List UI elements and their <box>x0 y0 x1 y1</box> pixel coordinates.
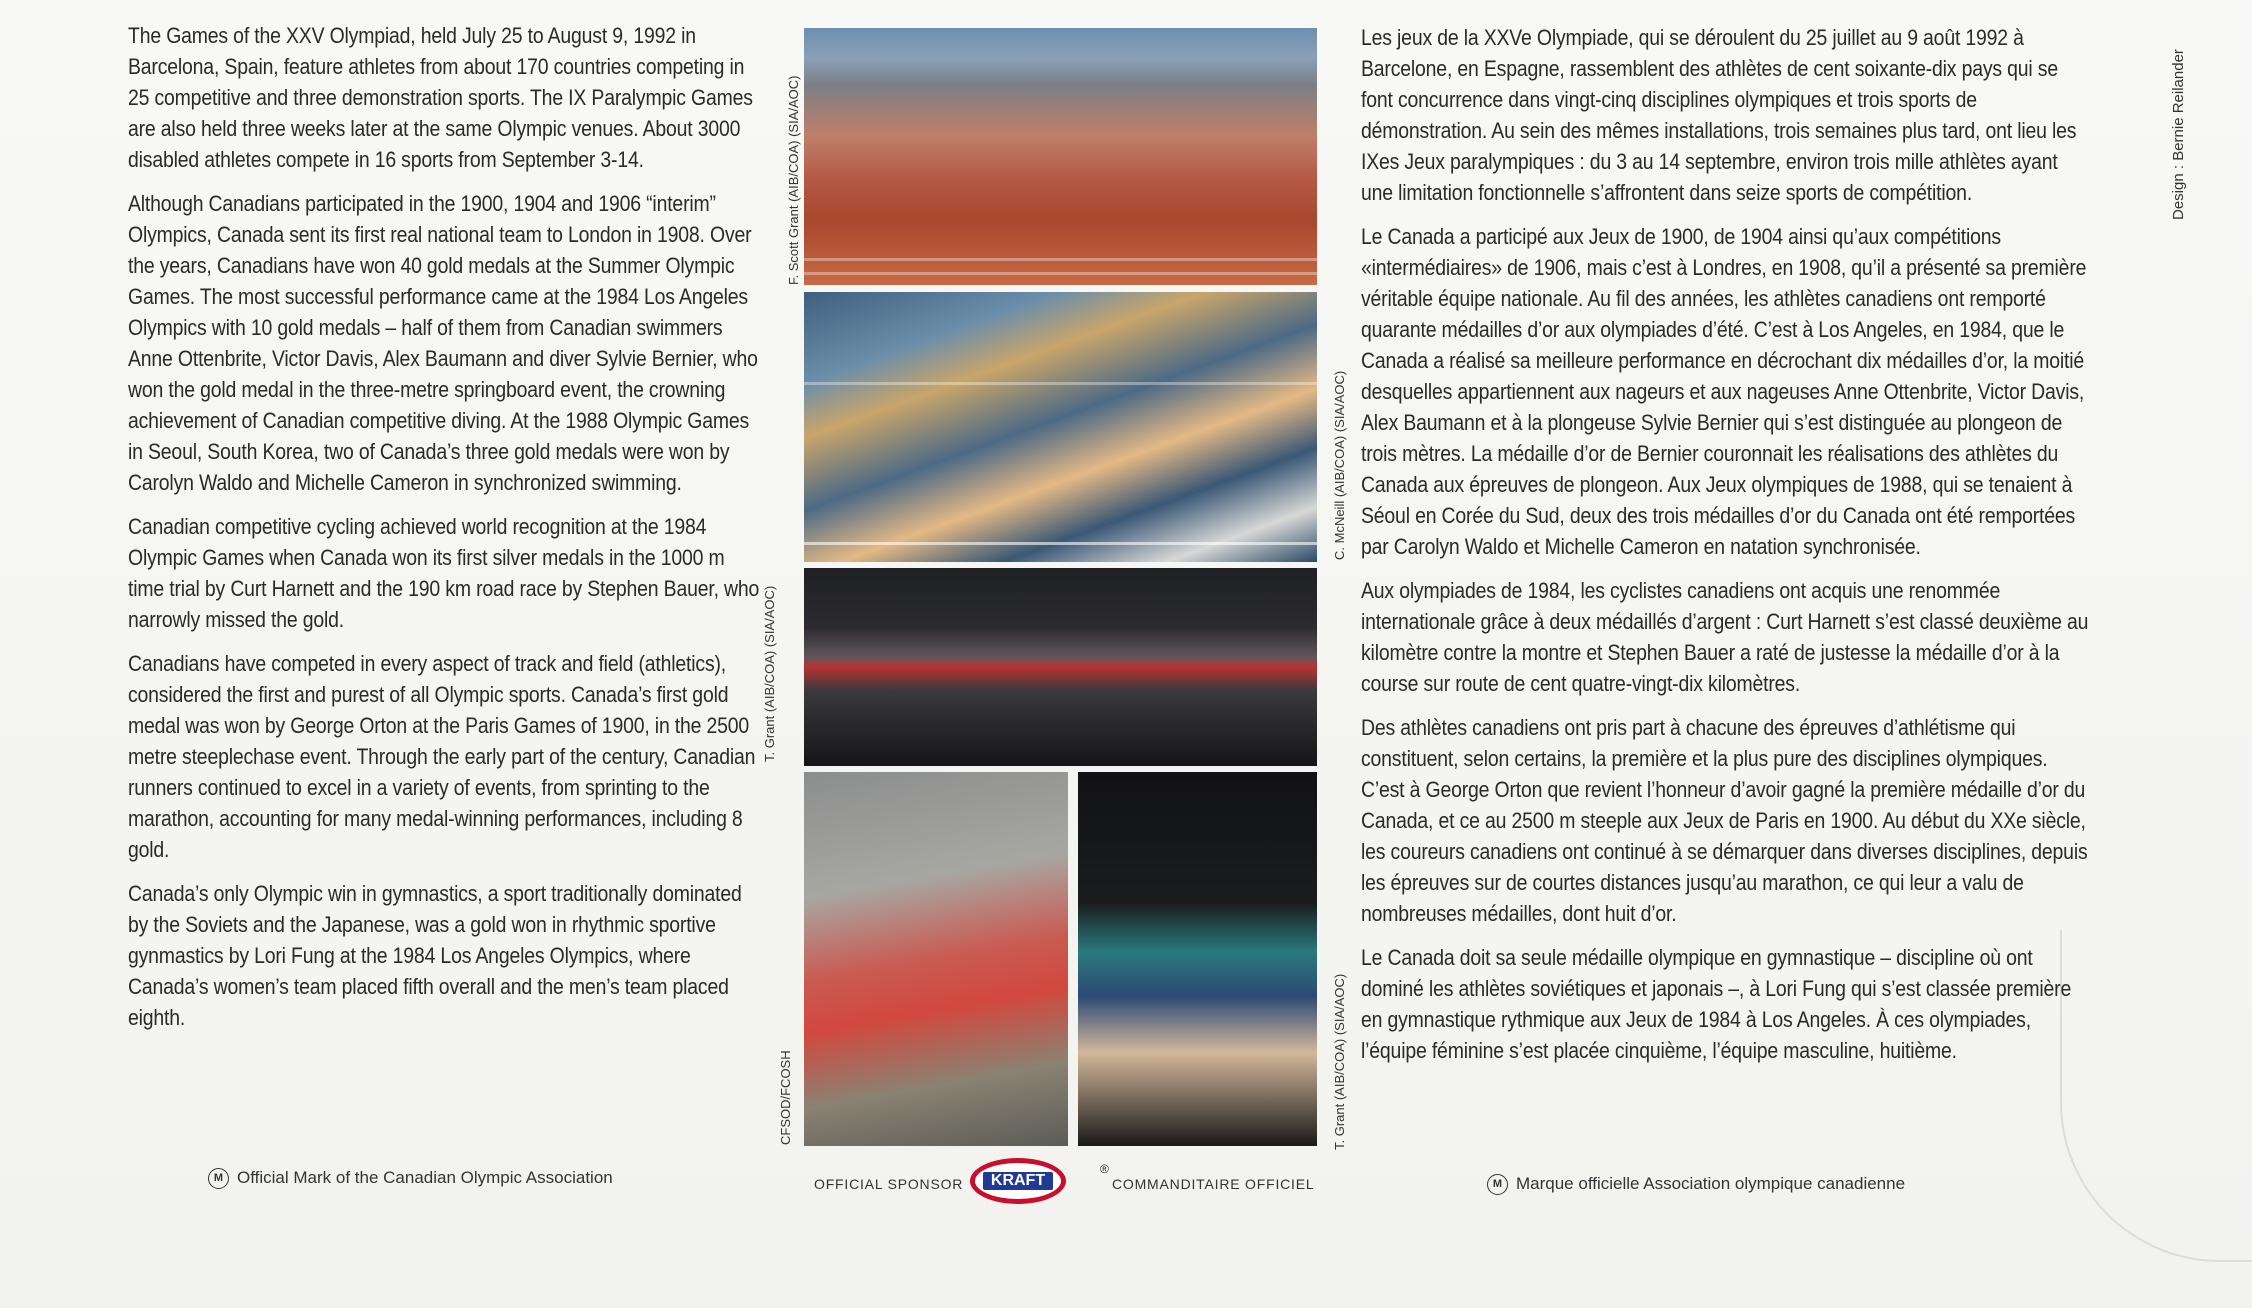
english-paragraph: Canadians have competed in every aspect of track and field (athletics), considered the first and purest of all Olympic sports. Canada’s first gold medal was won by George Orton at the Paris Games of 1900, in the 2500 metre steeplechase event. Through the early part of the century, Canadian runners continued to excel in a variety of events, from sprinting to the marathon, accounting for many medal-winning performances, including 8 gold. <box>128 651 756 862</box>
french-footer-text: Marque officielle Association olympique canadienne <box>1516 1174 1906 1193</box>
french-footer <box>1487 1174 1905 1195</box>
french-paragraph: Le Canada a participé aux Jeux de 1900, de 1904 ainsi qu’aux compétitions «intermédiaires» de 1906, mais c’est à Londres, en 1908, qu’il a présenté sa première véritable équipe nationale. Au fil des années, les athlètes canadiens ont remporté quarante médailles d’or aux olympiades d’été. C’est à Los Angeles, en 1984, que le Canada a réalisé sa meilleure performance en décrochant dix médailles d’or, la moitié desquelles appartiennent aux nageurs et aux nageuses Anne Ottenbrite, Victor Davis, Alex Baumann et à la plongeuse Sylvie Bernier qui s’est distinguée au plongeon de trois mètres. La médaille d’or de Bernier couronnait les réalisations des athlètes du Canada aux épreuves de plongeon. Aux Jeux olympiques de 1988, qui se tenaient à Séoul en Corée du Sud, deux des trois médailles d’or du Canada ont été remportées par Carolyn Waldo et Michelle Cameron en natation synchronisée. <box>1361 224 2087 559</box>
sponsor-label-english: OFFICIAL SPONSOR <box>814 1176 964 1192</box>
design-credit: Design : Bernie Reilander <box>2170 49 2187 220</box>
kraft-logo-text: KRAFT <box>983 1172 1053 1190</box>
registered-mark: ® <box>1100 1162 1109 1176</box>
photo-credit-running: F. Scott Grant (AIB/COA) (SIA/AOC) <box>786 75 801 285</box>
official-mark-icon: M <box>208 1168 229 1189</box>
photo-credit-paralympic: CFSOD/FCOSH <box>778 1050 793 1145</box>
french-paragraph: Des athlètes canadiens ont pris part à chacune des épreuves d’athlétisme qui constituent, selon certains, la première et la plus pure des disciplines olympiques. C’est à George Orton que revient l’honneur d’avoir gagné la première médaille d’or du Canada, et ce au 2500 m steeple aux Jeux de Paris en 1900. Au début du XXe siècle, les coureurs canadiens ont continué à se démarquer dans diverses disciplines, depuis les épreuves sur de courtes distances jusqu’au marathon, ce qui leur a valu de nombreuses médailles, dont huit d’or. <box>1361 715 2088 926</box>
photo-collage <box>800 28 1320 1158</box>
english-paragraph: Canada’s only Olympic win in gymnastics, a sport traditionally dominated by the Soviets and the Japanese, was a gold won in rhythmic sportive gynmastics by Lori Fung at the 1984 Los Angeles Olympics, where Canada’s women’s team placed fifth overall and the men’s team placed eighth. <box>128 881 742 1030</box>
english-paragraph: Canadian competitive cycling achieved world recognition at the 1984 Olympic Games when Canada won its first silver medals in the 1000 m time trial by Curt Harnett and the 190 km road race by Stephen Bauer, who narrowly missed the gold. <box>128 514 760 632</box>
french-text-column <box>1361 22 2089 1079</box>
french-paragraph: Aux olympiades de 1984, les cyclistes canadiens ont acquis une renommée internationale grâce à deux médaillés d’argent : Curt Harnett s’est classé deuxième au kilomètre contre la montre et Stephen Bauer a raté de justesse la médaille d’or à la course sur route de cent quatre-vingt-dix kilomètres. <box>1361 578 2089 696</box>
french-paragraph: Les jeux de la XXVe Olympiade, qui se déroulent du 25 juillet au 9 août 1992 à Barcelone, en Espagne, rassemblent des athlètes de cent soixante-dix pays qui se font concurrence dans vingt-cinq disciplines olympiques et trois sports de démonstration. Au sein des mêmes installations, trois semaines plus tard, ont lieu les IXes Jeux paralympiques : du 3 au 14 septembre, environ trois mille athlètes ayant une limitation fonctionnelle s’affrontent dans seize sports de compétition. <box>1361 25 2077 205</box>
gymnastics-photo <box>1078 772 1317 1146</box>
cycling-photo <box>804 568 1317 766</box>
english-paragraph: Although Canadians participated in the 1900, 1904 and 1906 “interim” Olympics, Canada sent its first real national team to London in 1908. Over the years, Canadians have won 40 gold medals at the Summer Olympic Games. The most successful performance came at the 1984 Los Angeles Olympics with 10 gold medals – half of them from Canadian swimmers Anne Ottenbrite, Victor Davis, Alex Baumann and diver Sylvie Bernier, who won the gold medal in the three-metre springboard event, the crowning achievement of Canadian competitive diving. At the 1988 Olympic Games in Seoul, South Korea, two of Canada’s three gold medals were won by Carolyn Waldo and Michelle Cameron in synchronized swimming. <box>128 191 758 495</box>
english-footer-text: Official Mark of the Canadian Olympic Association <box>237 1168 613 1187</box>
french-paragraph: Le Canada doit sa seule médaille olympique en gymnastique – discipline où ont dominé les athlètes soviétiques et japonais –, à Lori Fung qui s’est classée première en gymnastique rythmique aux Jeux de 1984 à Los Angeles. À ces olympiades, l’équipe féminine s’est placée cinquième, l’équipe masculine, huitième. <box>1361 945 2072 1063</box>
english-paragraph: The Games of the XXV Olympiad, held July 25 to August 9, 1992 in Barcelona, Spain, feature athletes from about 170 countries competing in 25 competitive and three demonstration sports. The IX Paralympic Games are also held three weeks later at the same Olympic venues. About 3000 disabled athletes compete in 16 sports from September 3-14. <box>128 23 753 172</box>
swimming-photo <box>804 292 1317 562</box>
photo-credit-swimming: C. McNeill (AIB/COA) (SIA/AOC) <box>1332 370 1347 560</box>
english-footer <box>208 1168 613 1189</box>
official-mark-icon: M <box>1487 1174 1508 1195</box>
photo-credit-gymnastics: T. Grant (AIB/COA) (SIA/AOC) <box>1332 973 1347 1150</box>
sponsor-label-french: COMMANDITAIRE OFFICIEL <box>1112 1176 1315 1192</box>
paralympic-athlete-photo <box>804 772 1068 1146</box>
photo-credit-cycling: T. Grant (AIB/COA) (SIA/AOC) <box>762 585 777 762</box>
running-photo <box>804 28 1317 285</box>
english-text-column <box>128 20 760 1046</box>
kraft-logo <box>970 1158 1066 1204</box>
